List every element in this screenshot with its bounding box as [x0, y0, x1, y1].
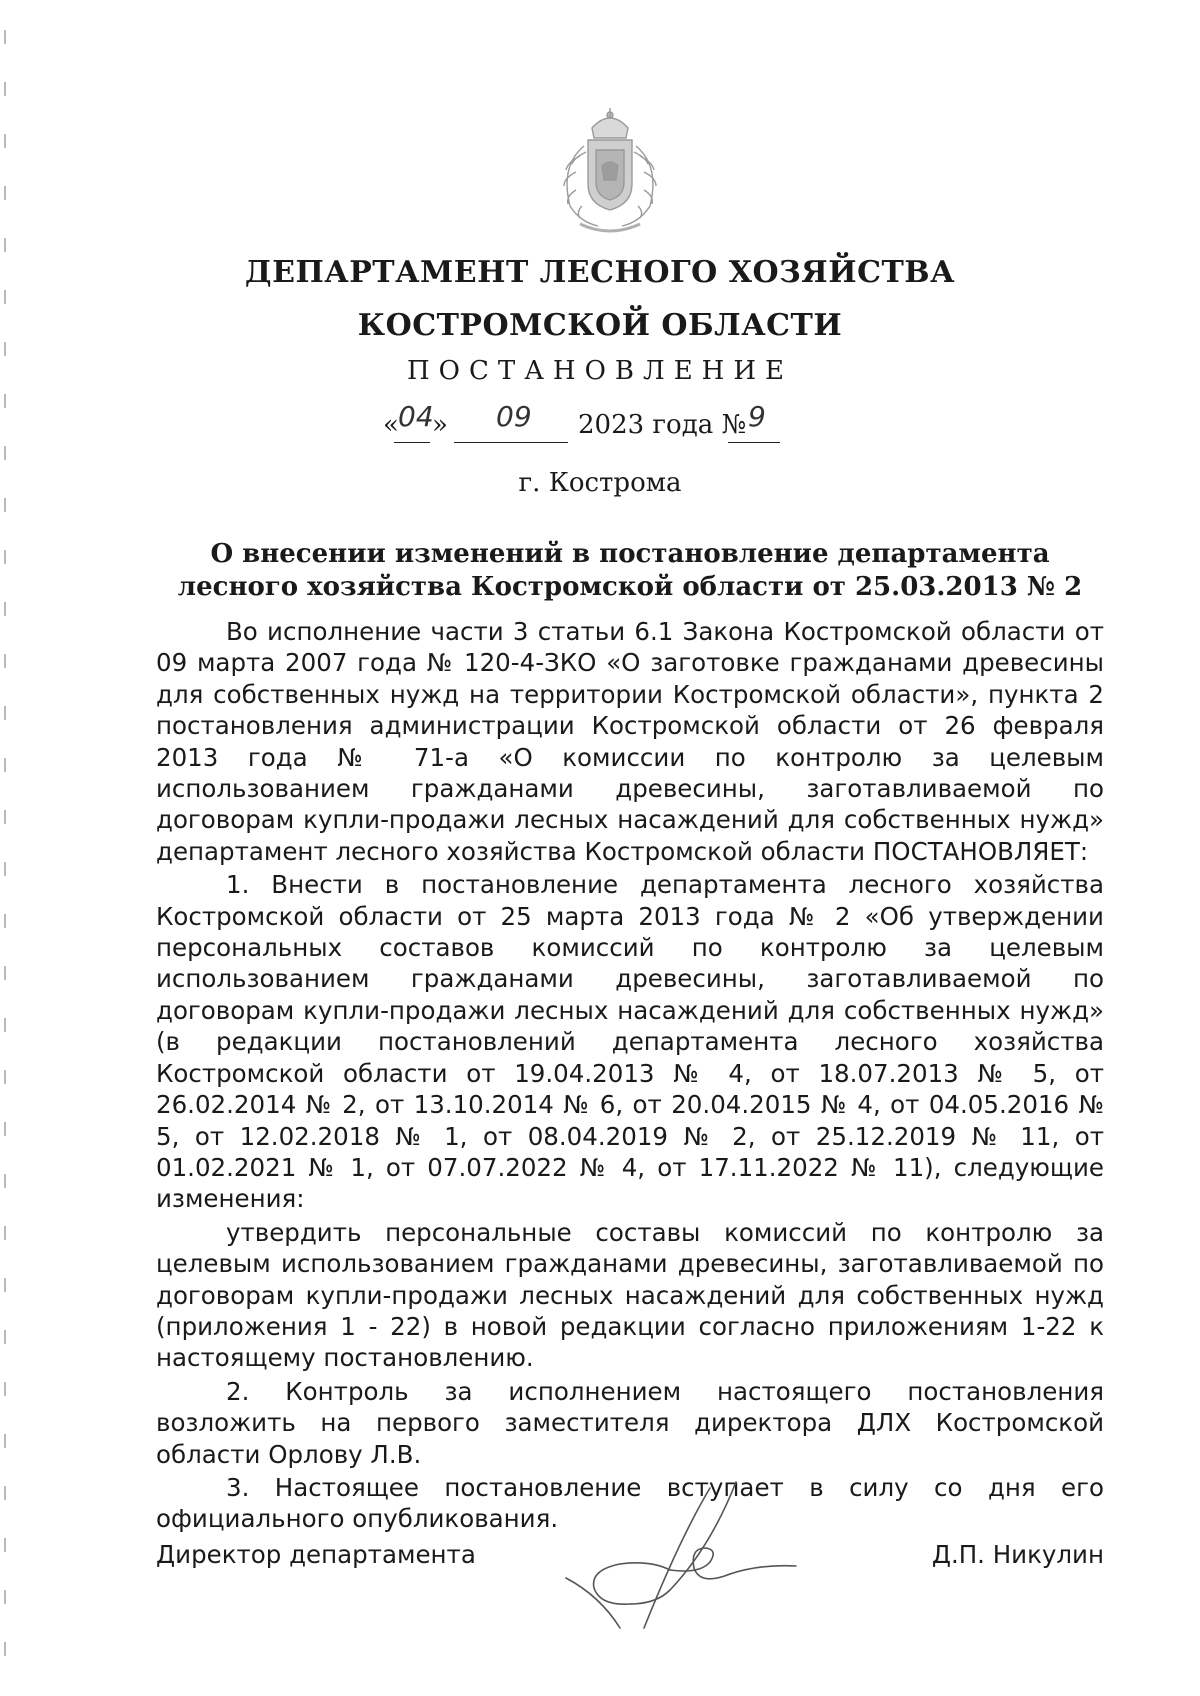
city: г. Кострома	[518, 468, 682, 498]
item-1-sub-paragraph: утвердить персональные составы комиссий по контролю за целевым использованием гражданами древесины, заготавливаемой по договорам купли-продажи лесных насаждений для собственных нужд (приложения 1 - 22) в новой редакции согласно приложениям 1-22 к настоящему постановлению.	[156, 1217, 1104, 1373]
item-1-paragraph: 1. Внести в постановление департамента лесного хозяйства Костромской области от 25 марта 2013 года № 2 «Об утверждении персональных составов комиссий по контролю за целевым использованием гражданами древесины, заготавливаемой по договорам купли-продажи лесных насаждений для собственных нужд» (в редакции постановлений департамента лесного хозяйства Костромской области от 19.04.2013 № 4, от 18.07.2013 № 5, от 26.02.2014 № 2, от 13.10.2014 № 6, от 20.04.2015 № 4, от 04.05.2016 № 5, от 12.02.2018 № 1, от 08.04.2019 № 2, от 25.12.2019 № 11, от 01.02.2021 № 1, от 07.07.2022 № 4, от 17.11.2022 № 11), следующие изменения:	[156, 870, 1104, 1214]
year-and-number-label: 2023 года №	[578, 410, 747, 440]
item-3-paragraph: 3. Настоящее постановление вступает в силу со дня его официального опубликования.	[156, 1472, 1104, 1534]
date-month: 09	[496, 400, 532, 433]
department-name: ДЕПАРТАМЕНТ ЛЕСНОГО ХОЗЯЙСТВА	[244, 255, 956, 290]
month-underline	[454, 442, 568, 443]
number-underline	[728, 442, 780, 443]
signatory-position: Директор департамента	[156, 1540, 476, 1569]
subject-line-1: О внесении изменений в постановление департамента	[210, 539, 1050, 569]
subject-line-2: лесного хозяйства Костромской области от 25.03.2013 № 2	[177, 572, 1083, 602]
region-name: КОСТРОМСКОЙ ОБЛАСТИ	[357, 308, 843, 343]
date-day: 04	[398, 400, 434, 433]
document-subject	[150, 538, 1110, 604]
date-number-line	[0, 402, 1200, 448]
coat-of-arms-emblem	[540, 106, 680, 240]
open-quote: «	[383, 410, 399, 440]
item-2-paragraph: 2. Контроль за исполнением настоящего постановления возложить на первого заместителя директора ДЛХ Костромской области Орлову Л.В.	[156, 1376, 1104, 1469]
preamble-paragraph: Во исполнение части 3 статьи 6.1 Закона Костромской области от 09 марта 2007 года № 120-4-ЗКО «О заготовке гражданами древесины для собственных нужд на территории Костромской области», пункта 2 постановления администрации Костромской области от 26 февраля 2013 года № 71-а «О комиссии по контролю за целевым использованием гражданами древесины, заготавливаемой по договорам купли-продажи лесных насаждений для собственных нужд» департамент лесного хозяйства Костромской области ПОСТАНОВЛЯЕТ:	[156, 617, 1104, 866]
close-quote: »	[432, 410, 448, 440]
document-body	[156, 616, 1104, 1535]
signatory-name: Д.П. Никулин	[931, 1540, 1104, 1569]
day-underline	[394, 442, 430, 443]
handwritten-signature	[560, 1478, 820, 1648]
document-number: 9	[748, 400, 766, 433]
document-type: ПОСТАНОВЛЕНИЕ	[406, 356, 793, 386]
